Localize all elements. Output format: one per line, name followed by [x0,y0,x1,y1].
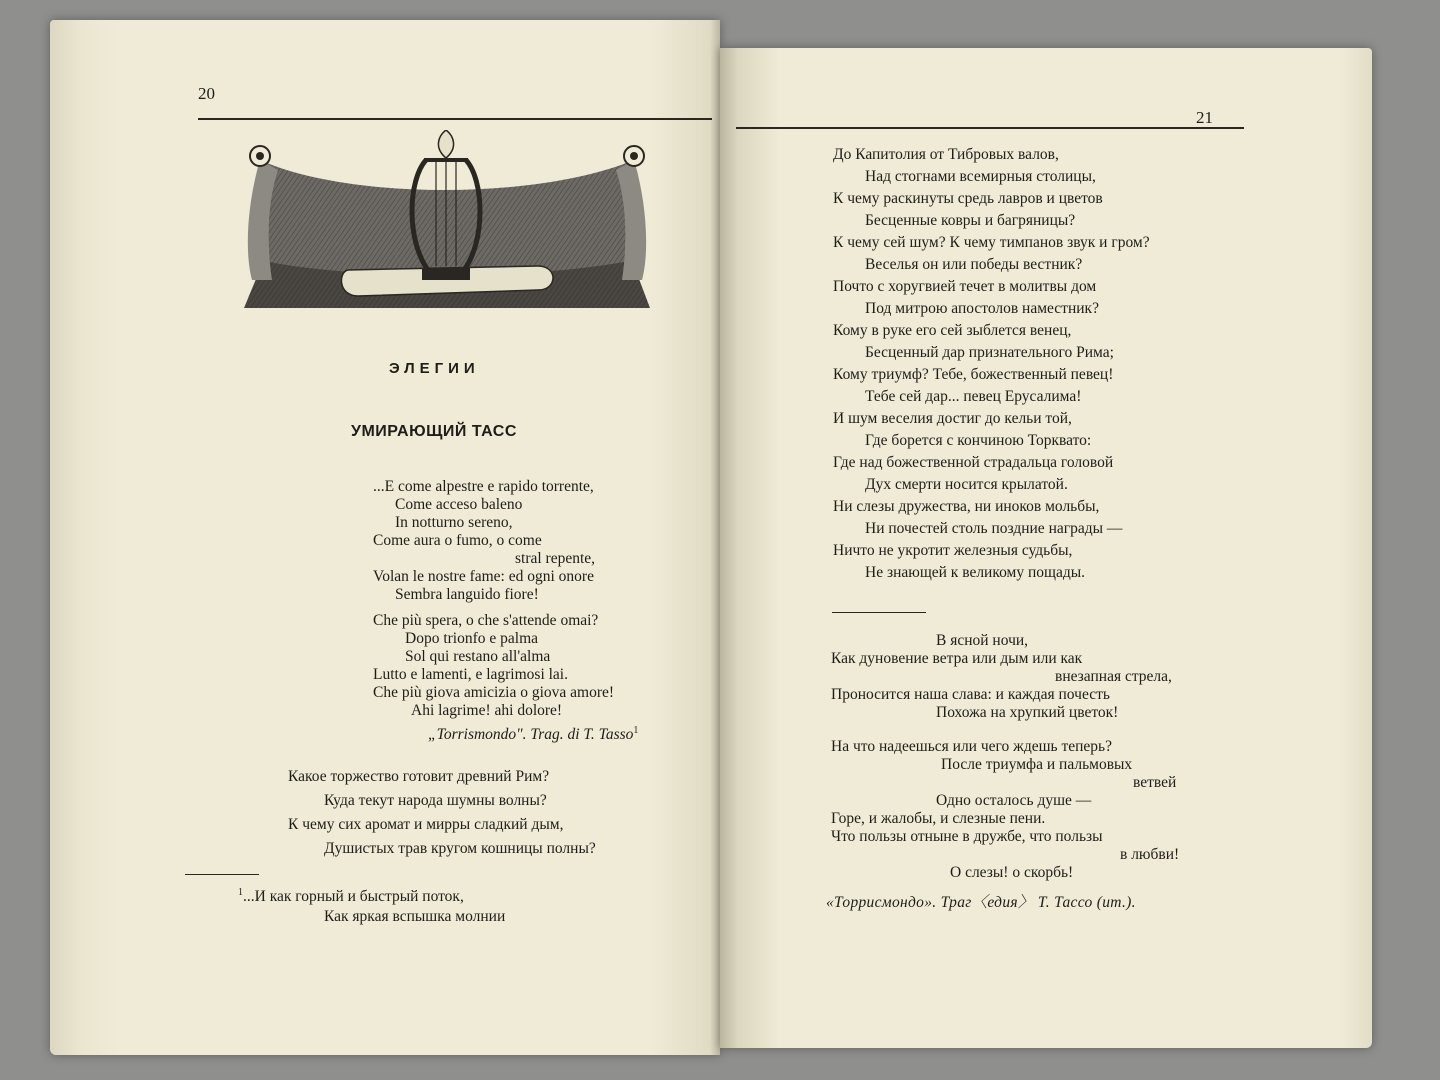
footnote-line: Похожа на хрупкий цветок! [936,704,1119,721]
epigraph-line: Volan le nostre fame: ed ogni onore [373,568,594,585]
footnote-line: Как яркая вспышка молнии [324,908,506,925]
footnote-line: Проносится наша слава: и каждая почесть [831,686,1110,703]
footnote-line: В ясной ночи, [936,632,1029,649]
footnote-line: ветвей [1133,774,1177,791]
footnote-line: $^1$...И как горный и быстрый поток, [238,886,464,905]
epigraph-line: ...E come alpestre e rapido torrente, [373,478,594,495]
footnote-source: «Торрисмондо». Траг〈едия〉 Т. Тассо (ит.). [826,894,1136,911]
right-page [720,48,1372,1048]
poem-line: Веселья он или победы вестник? [865,256,1083,273]
epigraph-line: In notturno sereno, [395,514,513,531]
footnote-line: О слезы! о скорбь! [950,864,1074,881]
footnote-line: в любви! [1120,846,1180,863]
epigraph-line: Sembra languido fiore! [395,586,539,603]
footnote-rule [832,612,926,613]
poem-line: Где борется с кончиною Торквато: [865,432,1092,449]
epigraph-line: Ahi lagrime! ahi dolore! [411,702,563,719]
poem-line: Бесценные ковры и багряницы? [865,212,1076,229]
footnote-line: Что пользы отныне в дружбе, что пользы [831,828,1103,845]
page-number: 21 [1196,108,1213,127]
epigraph-line: Dopo trionfo e palma [405,630,539,647]
footnote-marker: 1 [633,724,639,736]
poem-line: Где над божественной страдальца головой [833,454,1114,471]
poem-line: Какое торжество готовит древний Рим? [288,768,550,785]
poem-line: Бесценный дар признательного Рима; [865,344,1114,361]
footnote-rule [185,874,259,875]
footnote-line: После триумфа и пальмовых [941,756,1133,773]
epigraph-line: stral repente, [515,550,596,567]
poem-line: Ни почестей столь поздние награды — [865,520,1123,537]
left-page [50,20,720,1055]
epigraph-line: Che più spera, o che s'attende omai? [373,612,599,629]
poem-line: До Капитолия от Тибровых валов, [833,146,1059,163]
page-number: 20 [198,84,215,103]
header-rule [198,118,712,120]
poem-line: К чему сих аромат и мирры сладкий дым, [288,816,564,833]
poem-line: Кому в руке его сей зыблется венец, [833,322,1072,339]
footnote-line: внезапная стрела, [1055,668,1172,685]
poem-line: Кому триумф? Тебе, божественный певец! [833,366,1114,383]
poem-title: УМИРАЮЩИЙ ТАСС [351,423,517,440]
poem-line: Тебе сей дар... певец Ерусалима! [865,388,1082,405]
poem-line: И шум веселия достиг до кельи той, [833,410,1072,427]
footnote-line: Одно осталось душе — [936,792,1092,809]
poem-line: К чему раскинуты средь лавров и цветов [833,190,1103,207]
poem-line: К чему сей шум? К чему тимпанов звук и гром? [833,234,1150,251]
epigraph-source: „Torrismondo". Trag. di T. Tasso$^1$ [428,724,639,743]
epigraph-line: Che più giova amicizia o giova amore! [373,684,615,701]
header-rule [736,127,1244,129]
poem-line: Не знающей к великому пощады. [865,564,1086,581]
footnote-line: Горе, и жалобы, и слезные пени. [831,810,1046,827]
poem-line: Ни слезы дружества, ни иноков мольбы, [833,498,1100,515]
poem-line: Почто с хоругвией течет в молитвы дом [833,278,1097,295]
lyre-on-draped-cloth-vignette-icon [238,130,656,312]
poem-line: Над стогнами всемирныя столицы, [865,168,1096,185]
epigraph-line: Sol qui restano all'alma [405,648,551,665]
poem-line: Дух смерти носится крылатой. [865,476,1068,493]
footnote-line: Как дуновение ветра или дым или как [831,650,1083,667]
poem-line: Куда текут народа шумны волны? [324,792,547,809]
footnote-line: На что надеешься или чего ждешь теперь? [831,738,1112,755]
epigraph-line: Lutto e lamenti, e lagrimosi lai. [373,666,568,683]
poem-line: Под митрою апостолов наместник? [865,300,1099,317]
epigraph-line: Come aura o fumo, o come [373,532,542,549]
section-title: ЭЛЕГИИ [389,360,480,377]
poem-line: Душистых трав кругом кошницы полны? [324,840,596,857]
epigraph-line: Come acceso baleno [395,496,523,513]
poem-line: Ничто не укротит железныя судьбы, [833,542,1073,559]
